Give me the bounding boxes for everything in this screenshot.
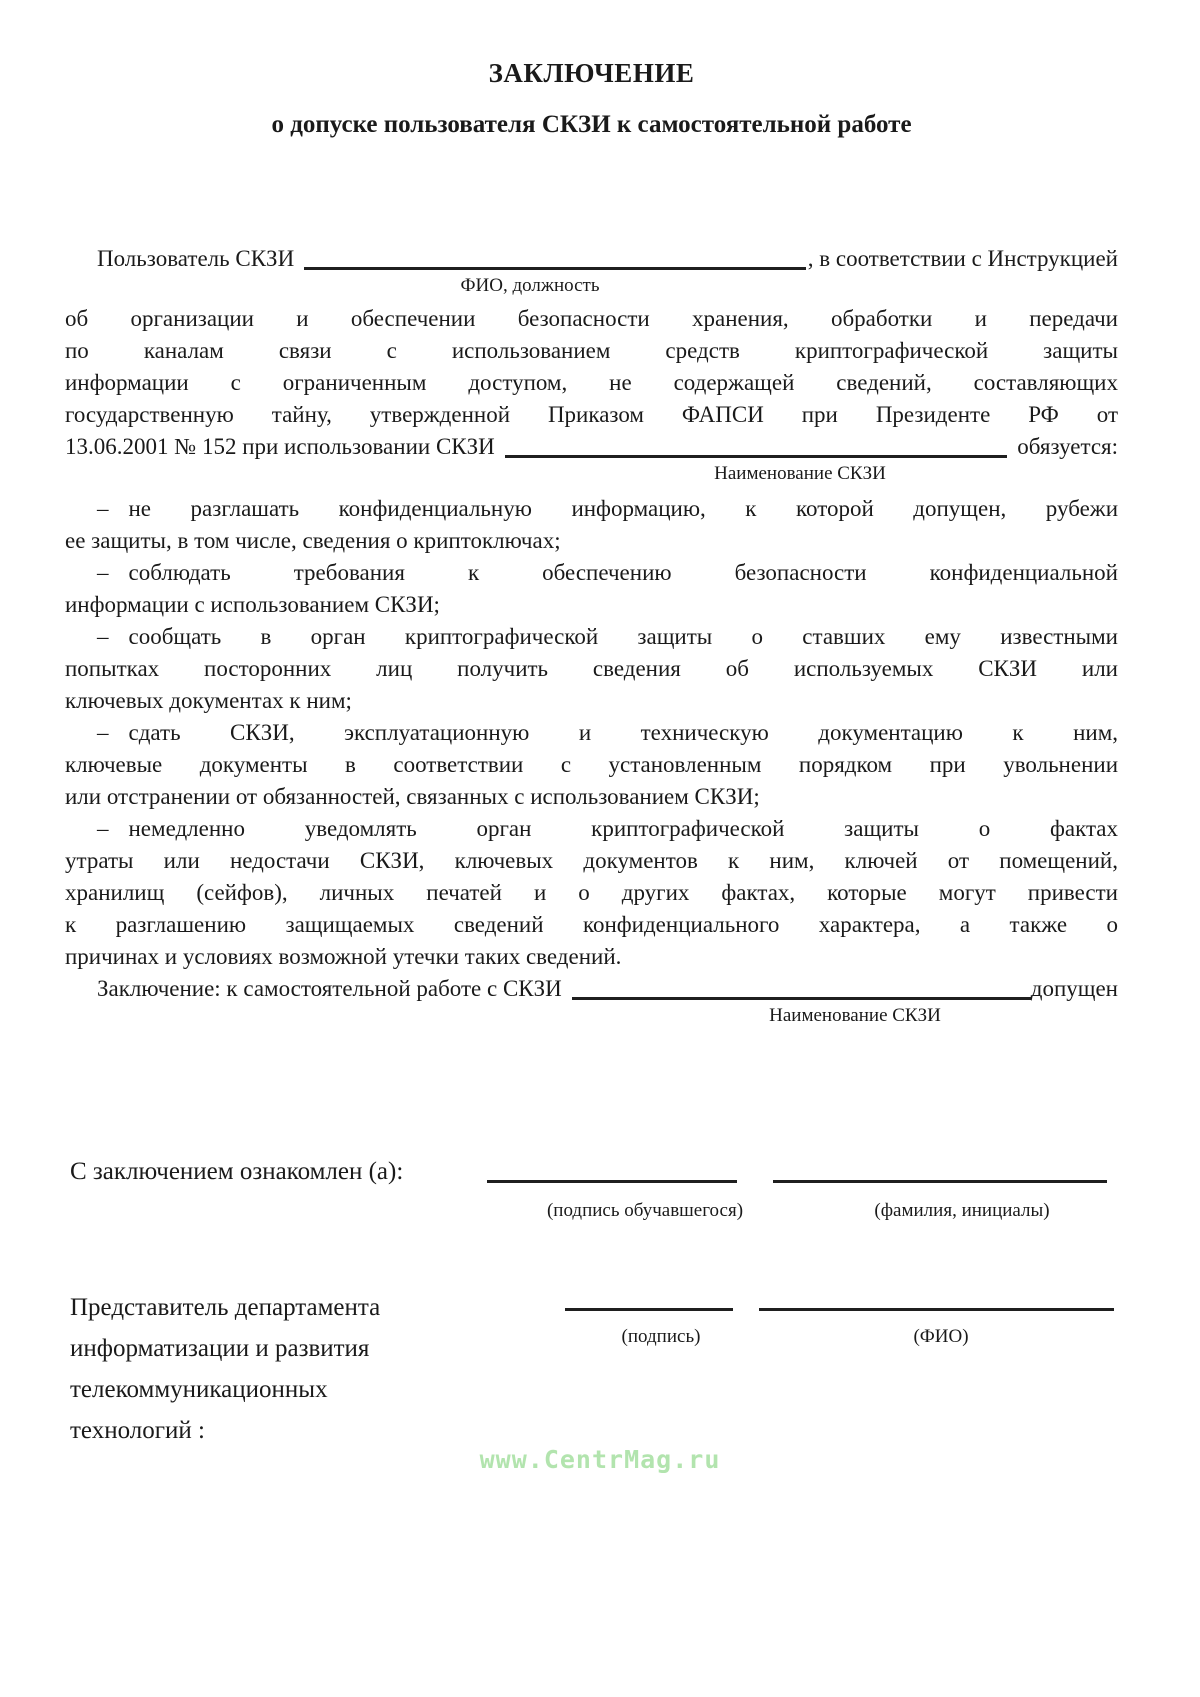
- list-dash: –: [97, 624, 109, 649]
- obligation-line: информации с использованием СКЗИ;: [65, 592, 440, 617]
- order-line-after: обязуется:: [1017, 434, 1118, 459]
- conclusion-after: допущен: [1030, 976, 1118, 1001]
- conclusion-skzi-caption: Наименование СКЗИ: [769, 1005, 941, 1026]
- representative-label-line: технологий :: [70, 1417, 205, 1444]
- user-line-after: , в соответствии с Инструкцией: [807, 246, 1118, 271]
- list-dash: –: [97, 496, 109, 521]
- acknowledgment-section: [65, 1155, 1118, 1227]
- watermark: www.CentrMag.ru: [479, 1445, 721, 1474]
- obligation-text: соблюдать требования к обеспечению безопасности конфиденциальной: [128, 560, 1118, 585]
- order-line: [65, 431, 1118, 463]
- list-dash: –: [97, 560, 109, 585]
- representative-name-blank: [759, 1287, 1114, 1311]
- skzi-name-blank: [505, 431, 1008, 458]
- user-line-before: Пользователь СКЗИ: [97, 246, 295, 271]
- acknowledgment-label: С заключением ознакомлен (а):: [70, 1158, 404, 1185]
- representative-signature-caption: (подпись): [621, 1326, 701, 1347]
- obligation-line: [65, 493, 1118, 525]
- user-fio-blank: [304, 243, 806, 270]
- skzi-name-caption: Наименование СКЗИ: [714, 463, 886, 484]
- list-dash: –: [97, 816, 109, 841]
- obligation-line: причинах и условиях возможной утечки таких сведений.: [65, 944, 622, 969]
- obligation-line: к разглашению защищаемых сведений конфиденциального характера, а также о: [65, 912, 1118, 937]
- conclusion-before: Заключение: к самостоятельной работе с СКЗИ: [97, 976, 562, 1001]
- obligation-line: попытках посторонних лиц получить сведения об используемых СКЗИ или: [65, 656, 1118, 681]
- obligation-text: немедленно уведомлять орган криптографической защиты о фактах: [128, 816, 1118, 841]
- intro-paragraph-line: по каналам связи с использованием средств криптографической защиты: [65, 338, 1118, 363]
- obligation-line: утраты или недостачи СКЗИ, ключевых документов к ним, ключей от помещений,: [65, 848, 1118, 873]
- obligation-line: ключевых документах к ним;: [65, 688, 352, 713]
- intro-paragraph-line: об организации и обеспечении безопасности хранения, обработки и передачи: [65, 306, 1118, 331]
- document-subtitle: о допуске пользователя СКЗИ к самостоятельной работе: [271, 111, 912, 138]
- conclusion-caption-row: [65, 1005, 1118, 1033]
- acknowledgment-name-caption: (фамилия, инициалы): [874, 1200, 1050, 1221]
- fio-caption-row: [65, 275, 1118, 303]
- obligation-line: или отстранении от обязанностей, связанных с использованием СКЗИ;: [65, 784, 760, 809]
- obligation-text: сдать СКЗИ, эксплуатационную и техническую документацию к ним,: [128, 720, 1118, 745]
- obligation-line: [65, 557, 1118, 589]
- representative-label-line: Представитель департамента: [70, 1294, 381, 1321]
- obligation-line: ее защиты, в том числе, сведения о криптоключах;: [65, 528, 561, 553]
- acknowledgment-name-blank: [773, 1157, 1107, 1183]
- obligation-line: [65, 621, 1118, 653]
- skzi-name-caption-row: [65, 463, 1118, 493]
- representative-signature-blank: [565, 1287, 733, 1311]
- representative-label: [65, 1287, 1118, 1451]
- acknowledgment-signature-caption: (подпись обучавшегося): [546, 1200, 744, 1221]
- conclusion-skzi-blank: [572, 973, 1031, 1000]
- intro-paragraph-line: информации с ограниченным доступом, не содержащей сведений, составляющих: [65, 370, 1118, 395]
- representative-label-line: телекоммуникационных: [70, 1376, 328, 1403]
- acknowledgment-signature-blank: [487, 1157, 737, 1183]
- representative-label-line: информатизации и развития: [70, 1335, 370, 1362]
- fio-caption: ФИО, должность: [460, 275, 600, 296]
- document-title: ЗАКЛЮЧЕНИЕ: [488, 58, 695, 88]
- intro-paragraph-line: государственную тайну, утвержденной Приказом ФАПСИ при Президенте РФ от: [65, 402, 1118, 427]
- obligation-line: [65, 717, 1118, 749]
- user-skzi-line: [65, 243, 1118, 275]
- representative-section: [65, 1287, 1118, 1465]
- obligation-line: хранилищ (сейфов), личных печатей и о других фактах, которые могут привести: [65, 880, 1118, 905]
- obligation-line: ключевые документы в соответствии с установленным порядком при увольнении: [65, 752, 1118, 777]
- conclusion-line: [65, 973, 1118, 1005]
- obligation-text: сообщать в орган криптографической защиты о ставших ему известными: [128, 624, 1118, 649]
- representative-name-caption: (ФИО): [913, 1326, 969, 1347]
- obligation-line: [65, 813, 1118, 845]
- list-dash: –: [97, 720, 109, 745]
- obligation-text: не разглашать конфиденциальную информацию, к которой допущен, рубежи: [128, 496, 1118, 521]
- order-line-before: 13.06.2001 № 152 при использовании СКЗИ: [65, 434, 495, 459]
